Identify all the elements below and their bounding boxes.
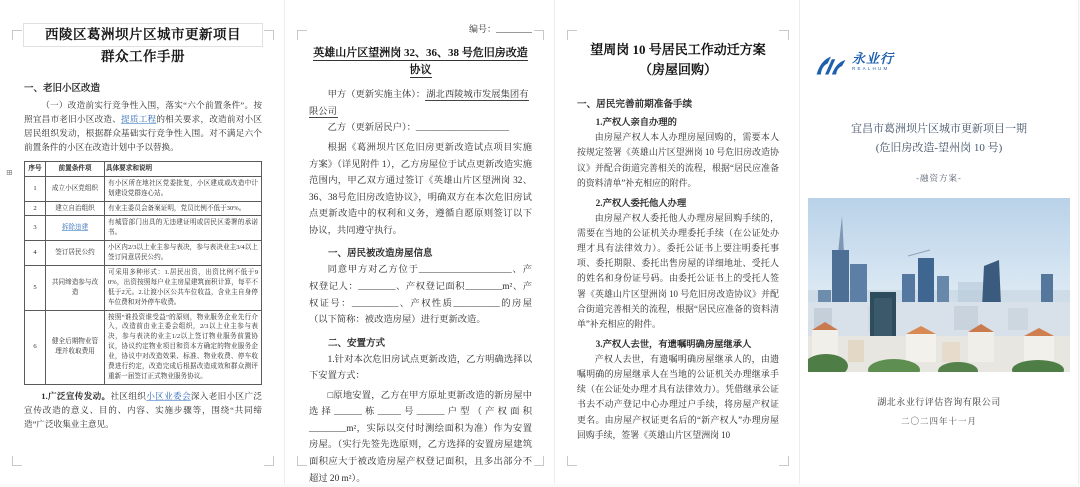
document-number-blank[interactable]: ________ bbox=[496, 24, 532, 34]
table-cell-desc: 有城管部门出具的无违建证明或居民区委署的承诺书。 bbox=[105, 216, 262, 241]
company-name: 湖北永业行评估咨询有限公司 bbox=[877, 397, 1001, 407]
logo-cn-text: 永业行 bbox=[852, 51, 895, 66]
city-skyline-image bbox=[808, 198, 1070, 372]
table-cell-item: 建立自治组织 bbox=[46, 201, 105, 216]
agreement-title-text: 英雄山片区望洲岗 32、36、38 号危旧房改造协议 bbox=[313, 47, 528, 76]
party-b-line bbox=[309, 120, 532, 137]
table-handle-icon[interactable]: ⊞ bbox=[6, 168, 13, 177]
intro-text: 的相关要求，改造前对小区居民组织发动，根据群众基础实行竞争性入围。对不满足六个前置条件的小区在改造计划中予以替换。 bbox=[24, 114, 262, 152]
intro-paragraph bbox=[24, 99, 262, 155]
intro-text: （一）改造前实行竞争性入围，落实“六个前置条件”。按照宜昌市老旧小区改造、 bbox=[24, 100, 262, 125]
table-cell-no: 6 bbox=[25, 310, 46, 384]
table-header-row bbox=[25, 161, 262, 176]
page-title-line1: 西陵区葛洲坝片区城市更新项目 bbox=[24, 24, 262, 46]
resettlement-intro-paragraph: 1.针对本次危旧房试点更新改造，乙方明确选择以下安置方式： bbox=[309, 354, 532, 382]
plan-title-line1: 望周岗 10 号居民工作动迁方案 bbox=[590, 42, 766, 57]
footer-paragraph bbox=[24, 390, 262, 432]
party-b-blank[interactable]: ____________________ bbox=[415, 123, 509, 134]
page-corner-mark bbox=[779, 456, 789, 466]
table-cell-desc: 按照“谁投资谁受益”的原则，物业服务企业先行介入，改造前由业主委会组织，2/3以上业主参与表决，参与表决的业主1/2以上签订物业服务前置协议，协议约定物业项目和资本方确定的物业服务企业，协议中对改造效果、标准、物业收费、停车收费进行约定，改造完成后根据改造成效和群众测评重新一届签订正式物业服务协议。 bbox=[105, 310, 262, 384]
page-relocation-plan bbox=[555, 0, 800, 484]
table-cell-no: 1 bbox=[25, 176, 46, 201]
page-corner-mark bbox=[534, 30, 544, 40]
cover-title-line2: (危旧房改造-望州岗 10 号) bbox=[875, 141, 1003, 154]
table-cell-item: 签订居民公约 bbox=[46, 241, 105, 266]
page-corner-mark bbox=[779, 30, 789, 40]
footer-text: 社区组织 bbox=[110, 390, 147, 401]
subsection-body-inherit: 产权人去世，有遗嘱明确房屋继承人的，由遗嘱明确的房屋继承人在当地的公证机关办理继承手续（在公证处办理才具有法律效力）。凭借继承公证书去不动产登记中心办理过户手续，将房屋产权证更名。由房屋产权证更名后的“新产权人”办理房屋回购手续，签署《英雄山片区望洲岗 10 bbox=[577, 353, 779, 440]
company-logo bbox=[814, 52, 894, 80]
page-corner-mark bbox=[567, 456, 577, 466]
cover-title-line1: 宜昌市葛洲坝片区城市更新项目一期 bbox=[851, 123, 1027, 135]
table-cell-no: 5 bbox=[25, 266, 46, 311]
document-number-label: 编号： bbox=[468, 24, 496, 34]
footer-text: 深入老旧小区广泛宣传改造的意义、目的、内容、实施步骤等，围绕“共同缔造”广泛收集业主意见。 bbox=[24, 390, 262, 429]
table-cell-item: 健全后期物业管理并收取费用 bbox=[46, 310, 105, 384]
table-header-cell: 序号 bbox=[25, 161, 46, 176]
document-number-line bbox=[309, 22, 532, 35]
table-cell-desc: 有业主委员会备案证明，党员比例不低于30%。 bbox=[105, 201, 262, 216]
section-heading: 一、老旧小区改造 bbox=[24, 84, 101, 95]
page-corner-mark bbox=[264, 456, 274, 466]
cover-subtitle: -融资方案- bbox=[916, 173, 962, 183]
page-handbook bbox=[0, 0, 285, 484]
page-corner-mark bbox=[12, 456, 22, 466]
page-corner-mark bbox=[297, 456, 307, 466]
agreement-reference: 英雄山片区望洲岗 32、36、38号危旧房改造协议 bbox=[309, 176, 532, 203]
page-corner-mark bbox=[297, 30, 307, 40]
preconditions-table bbox=[24, 161, 262, 385]
resettlement-option-paragraph: □原地安置，乙方在甲方原址更新改造的新房屋中选择______栋_____号______户型（产权面积________m²，实际以交付时测绘面积为准）作为安置房屋。（实行先签先选原则，乙方选择的安置房屋建筑面积应大于被改造房屋产权登记面积，且多出部分不超过 20 m²）。 bbox=[309, 390, 532, 484]
house-info-paragraph: 同意甲方对乙方位于____________________、产权登记人：________、产权登记面积________m²、产权证号：__________、产权性质__________的房屋（以下简称：被改造房屋）进行更新改造。 bbox=[309, 265, 532, 326]
table-row bbox=[25, 201, 262, 216]
intro-hyperlink[interactable]: 提质工程 bbox=[121, 114, 157, 125]
table-header-cell: 具体要求和说明 bbox=[105, 161, 262, 176]
table-cell-desc: 有小区所在地社区党委批复，小区建成或改造中计划建设党群连心站。 bbox=[105, 176, 262, 201]
subsection-heading-inherit: 3.产权人去世，有遗嘱明确房屋继承人 bbox=[595, 339, 752, 350]
yongyehang-logo-icon bbox=[814, 52, 848, 80]
plan-title bbox=[577, 40, 779, 80]
page-corner-mark bbox=[534, 456, 544, 466]
table-cell-item: 共同缔造参与改造 bbox=[46, 266, 105, 311]
table-cell-item-hyperlink[interactable]: 拆除违建 bbox=[46, 216, 105, 241]
logo-en-text: REALHUM bbox=[852, 66, 890, 71]
cover-title bbox=[800, 120, 1078, 157]
section-heading-resettlement: 二、安置方式 bbox=[328, 338, 386, 349]
plan-title-line2: （房屋回购） bbox=[638, 62, 717, 78]
body-paragraph bbox=[309, 140, 532, 239]
subsection-heading-self: 1.产权人亲自办理的 bbox=[595, 118, 677, 129]
party-a-label: 甲方（更新实施主体）： bbox=[327, 90, 426, 100]
body-text: 》，明确双方在本次危旧房试点更新改造中的权利和义务，遵循自愿原则签订以下协议，共同遵守执行。 bbox=[309, 192, 532, 236]
table-row bbox=[25, 216, 262, 241]
table-cell-desc: 可采用多种形式：1.居民出资，出资比例不低于90%，出资按照每户业主房屋建筑面积计算，每平不低于2元。2.让渡小区公共车位收益，含业主自身停车位费和对外停车收费。 bbox=[105, 266, 262, 311]
page-financing-cover bbox=[800, 0, 1079, 484]
footer-hyperlink[interactable]: 小区业委会 bbox=[146, 390, 191, 401]
subsection-body-self: 由房屋产权人本人办理房屋回购的，需要本人按规定签署《英雄山片区望洲岗 10 号危旧房改造协议》并配合街道完善相关的流程，根据“居民应准备的资料清单”补充相应的附件。 bbox=[577, 132, 779, 188]
subsection-body-entrust: 由房屋产权人委托他人办理房屋回购手续的，需要在当地的公证机关办理委托手续（在公证处办理才具有法律效力）。委托公证书上要注明委托事项、委托期限、委托出售房屋的详细地址、受托人的姓名和身份证号码。由委托公证书上的受托人签署《英雄山片区望洲岗 10 号危旧房改造协议》并配合街道完善相关的流程，根据“居民应准备的资料清单”补充相应的附件。 bbox=[577, 212, 779, 329]
page-corner-mark bbox=[567, 30, 577, 40]
footer-lead: 1.广泛宣传发动。 bbox=[41, 390, 111, 401]
party-b-label: 乙方（更新居民户）： bbox=[327, 123, 416, 134]
table-cell-no: 2 bbox=[25, 201, 46, 216]
table-cell-no: 3 bbox=[25, 216, 46, 241]
page-title-line2: 群众工作手册 bbox=[101, 48, 185, 64]
party-a-line bbox=[309, 87, 532, 120]
agreement-title bbox=[309, 45, 532, 78]
table-cell-item: 成立小区党组织 bbox=[46, 176, 105, 201]
body-text: 根据《葛洲坝片区危旧房更新改造试点项目实施方案》（详见附件 1），乙方房屋位于试点更新改造实施范围内，甲乙双方通过签订《 bbox=[309, 143, 532, 187]
page-agreement bbox=[285, 0, 555, 484]
report-date: 二〇二四年十一月 bbox=[900, 416, 977, 426]
page-corner-mark bbox=[12, 30, 22, 40]
table-cell-desc: 小区内2/3以上业主参与表决，参与表决业主3/4以上签订同意居民公约。 bbox=[105, 241, 262, 266]
table-row bbox=[25, 241, 262, 266]
party-a-value: 湖北西陵城市发展集团有限公司 bbox=[309, 90, 529, 117]
section-heading-house-info: 一、居民被改造房屋信息 bbox=[328, 249, 433, 260]
page-corner-mark bbox=[264, 30, 274, 40]
logo-text-block bbox=[852, 52, 894, 72]
page-title bbox=[24, 24, 262, 67]
table-row bbox=[25, 310, 262, 384]
table-header-cell: 前置条件项 bbox=[46, 161, 105, 176]
table-cell-no: 4 bbox=[25, 241, 46, 266]
plan-section-heading: 一、居民完善前期准备手续 bbox=[577, 99, 693, 111]
subsection-heading-entrust: 2.产权人委托他人办理 bbox=[595, 198, 687, 209]
table-row bbox=[25, 266, 262, 311]
table-row bbox=[25, 176, 262, 201]
